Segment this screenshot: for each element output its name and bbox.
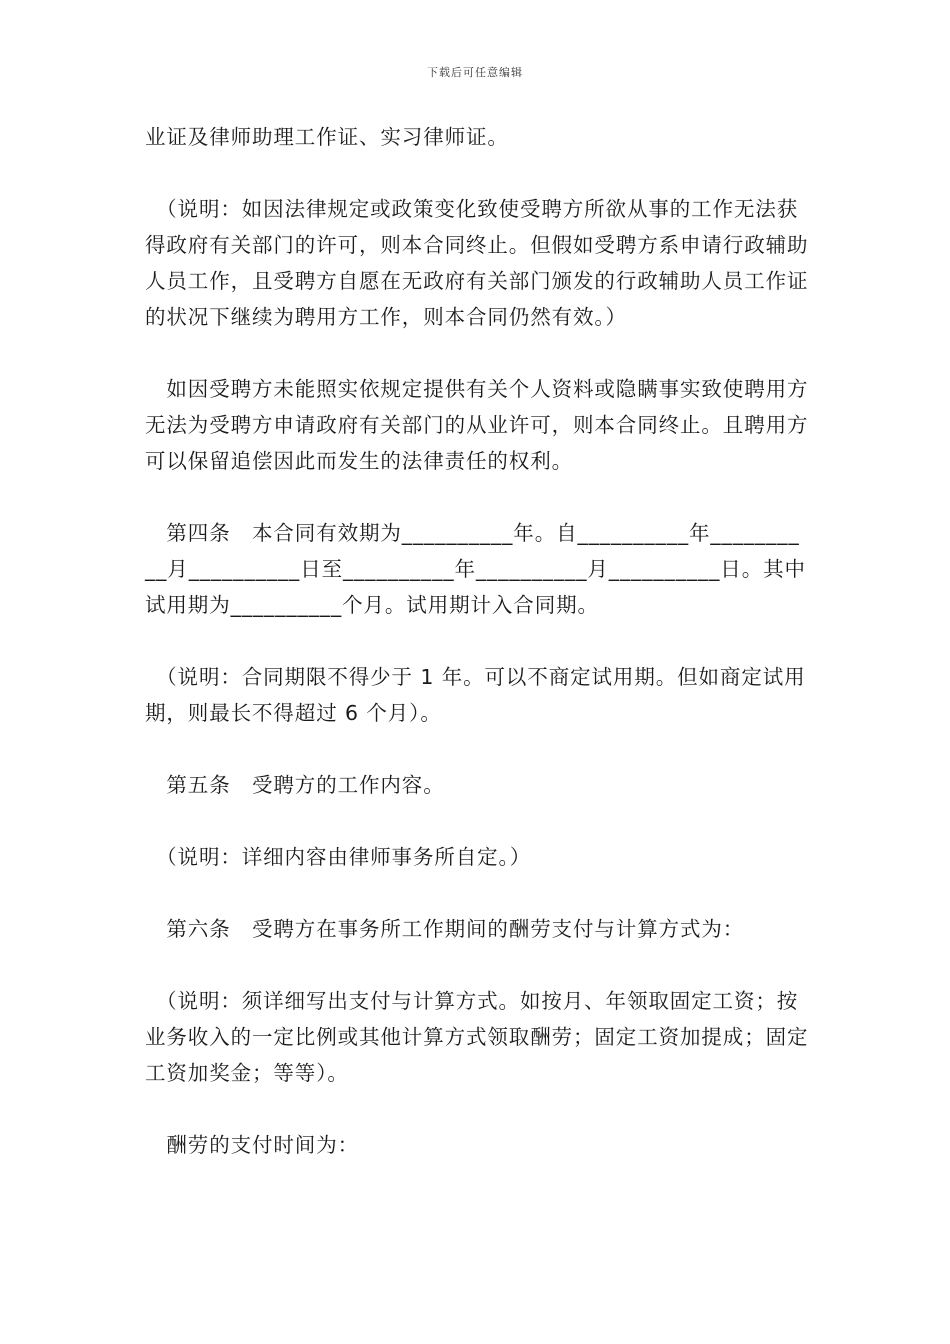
paragraph-article-5: 第五条 受聘方的工作内容。 <box>145 773 445 797</box>
paragraph-article-6: 第六条 受聘方在事务所工作期间的酬劳支付与计算方式为： <box>145 917 745 941</box>
paragraph-payment-time: 酬劳的支付时间为： <box>145 1133 359 1157</box>
paragraph-article-4: 第四条 本合同有效期为__________年。自__________年__________月__________日至__________年__________月__________日。其中试用期为__________个月。试用期计入合同期。 <box>145 521 806 617</box>
paragraph-license: 业证及律师助理工作证、实习律师证。 <box>145 125 509 149</box>
page-header: 下载后可任意编辑 <box>427 66 523 79</box>
paragraph-note-term: （说明：合同期限不得少于 1 年。可以不商定试用期。但如商定试用期，则最长不得超过 6 个月）。 <box>145 665 806 725</box>
document-body <box>145 119 809 1163</box>
paragraph-false-info: 如因受聘方未能照实依规定提供有关个人资料或隐瞒事实致使聘用方无法为受聘方申请政府有关部门的从业许可，则本合同终止。且聘用方可以保留追偿因此而发生的法律责任的权利。 <box>145 377 809 473</box>
paragraph-note-payment: （说明：须详细写出支付与计算方式。如按月、年领取固定工资；按业务收入的一定比例或其他计算方式领取酬劳；固定工资加提成；固定工资加奖金；等等）。 <box>145 989 809 1085</box>
paragraph-note-content: （说明：详细内容由律师事务所自定。） <box>145 845 532 869</box>
paragraph-note-termination: （说明：如因法律规定或政策变化致使受聘方所欲从事的工作无法获得政府有关部门的许可，则本合同终止。但假如受聘方系申请行政辅助人员工作，且受聘方自愿在无政府有关部门颁发的行政辅助人员工作证的状况下继续为聘用方工作，则本合同仍然有效。） <box>145 197 809 329</box>
